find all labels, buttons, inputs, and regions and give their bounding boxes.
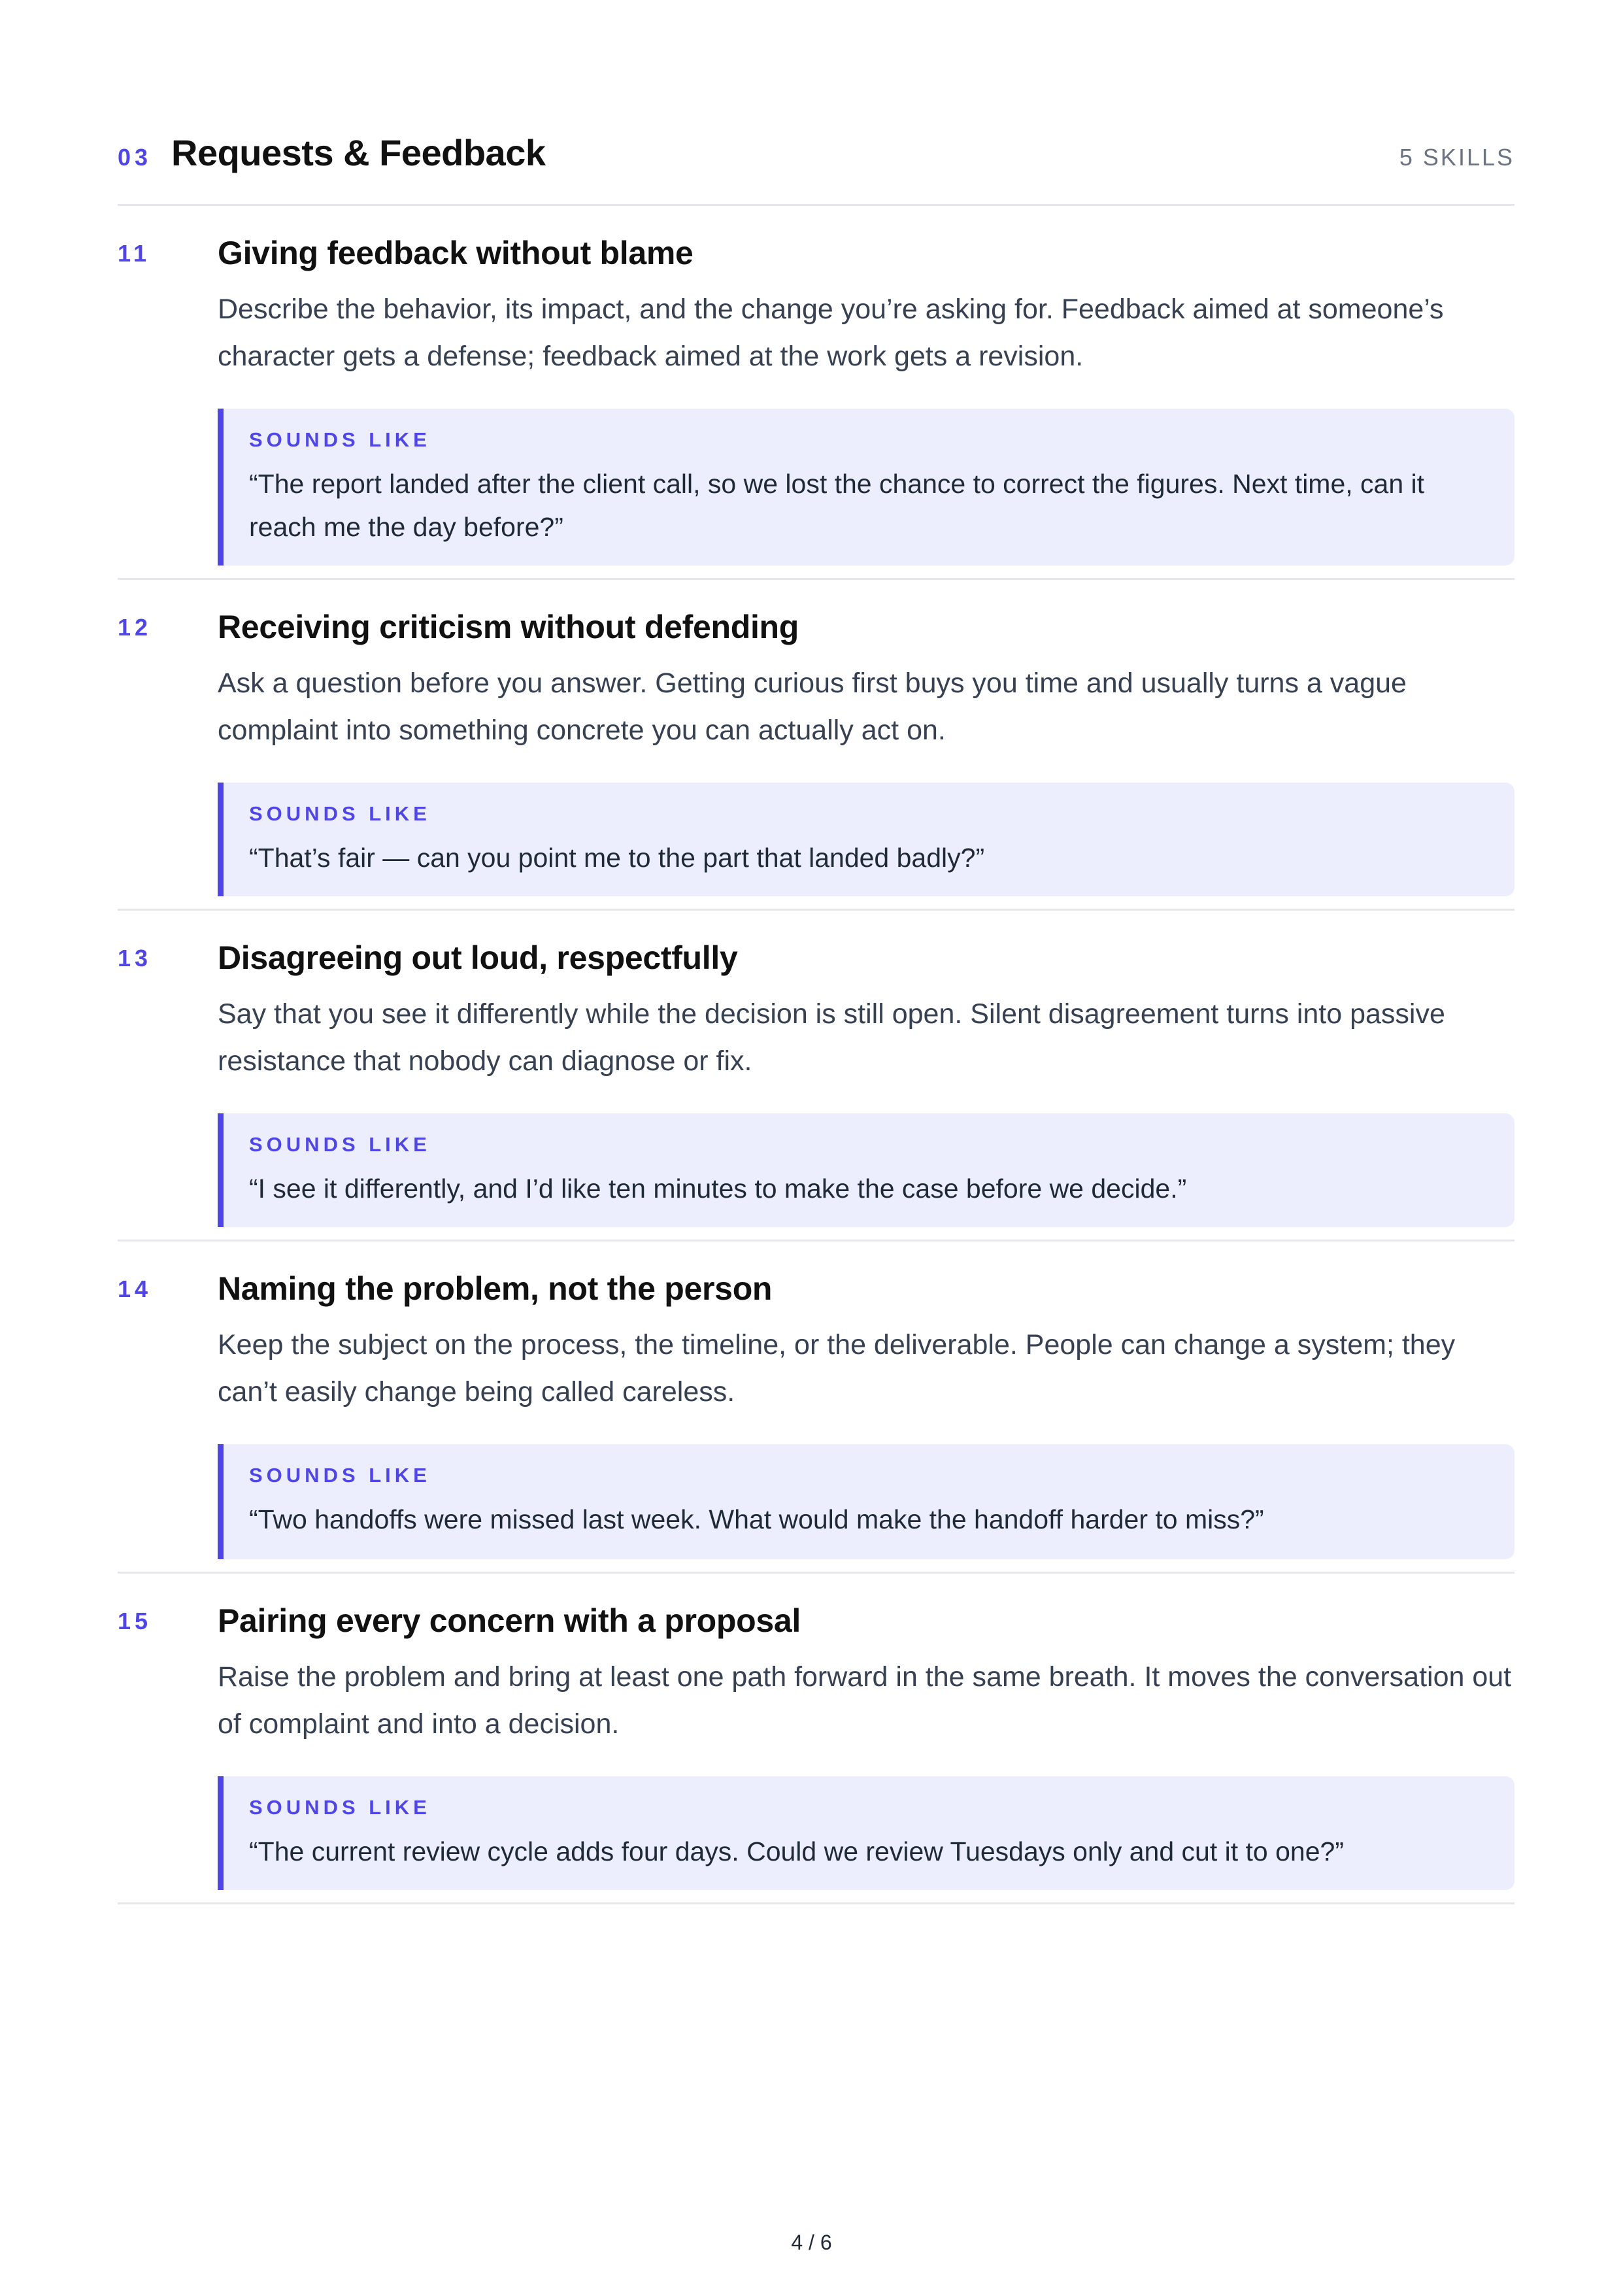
sounds-like-quote: “Two handoffs were missed last week. What would make the handoff harder to miss?” (249, 1504, 1264, 1534)
skill-body (218, 233, 1514, 542)
sounds-like-callout (218, 783, 1514, 896)
sounds-like-label: SOUNDS LIKE (249, 1464, 431, 1487)
skill-title: Receiving criticism without defending (218, 609, 799, 645)
sounds-like-label: SOUNDS LIKE (249, 802, 431, 825)
sounds-like-label: SOUNDS LIKE (249, 1133, 431, 1156)
page-number: 4 / 6 (791, 2231, 832, 2254)
skill-number: 14 (118, 1275, 152, 1302)
skill-body (218, 1601, 1514, 1866)
skill-body (218, 938, 1514, 1204)
skill-number: 13 (118, 945, 152, 971)
section-header (118, 127, 1514, 206)
skill-item (118, 1574, 1514, 1904)
sounds-like-quote: “The report landed after the client call, so we lost the chance to correct the figures. Next time, can it reach me the day before?” (249, 469, 1425, 542)
page-content (118, 127, 1514, 1904)
sounds-like-quote: “The current review cycle adds four days. Could we review Tuesdays only and cut it to one?” (249, 1836, 1344, 1866)
skill-title: Giving feedback without blame (218, 235, 694, 271)
skill-count: 5 SKILLS (1399, 144, 1514, 171)
skill-item (118, 1241, 1514, 1574)
section-number: 03 (118, 144, 152, 171)
skill-title: Naming the problem, not the person (218, 1270, 773, 1307)
sounds-like-callout (218, 1444, 1514, 1559)
skill-number: 15 (118, 1608, 152, 1634)
sounds-like-quote: “That’s fair — can you point me to the part that landed badly?” (249, 843, 985, 873)
sounds-like-callout (218, 409, 1514, 566)
skill-number: 11 (118, 240, 151, 267)
sounds-like-label: SOUNDS LIKE (249, 1796, 431, 1819)
sounds-like-callout (218, 1113, 1514, 1227)
skill-description: Keep the subject on the process, the timeline, or the deliverable. People can change a system; they can’t easily change being called careless. (218, 1329, 1456, 1408)
skill-item (118, 206, 1514, 580)
sounds-like-callout (218, 1776, 1514, 1890)
skill-title: Disagreeing out loud, respectfully (218, 939, 738, 976)
sounds-like-label: SOUNDS LIKE (249, 428, 431, 451)
skill-description: Ask a question before you answer. Getting curious first buys you time and usually turns a vague complaint into something concrete you can actually act on. (218, 667, 1407, 746)
section-title: Requests & Feedback (171, 132, 546, 173)
skill-item (118, 911, 1514, 1241)
skill-description: Say that you see it differently while the decision is still open. Silent disagreement turns into passive resistance that nobody can diagnose or fix. (218, 998, 1445, 1077)
skill-description: Raise the problem and bring at least one path forward in the same breath. It moves the conversation out of complaint and into a decision. (218, 1661, 1512, 1740)
skill-item (118, 580, 1514, 911)
skill-body (218, 1269, 1514, 1534)
skill-description: Describe the behavior, its impact, and the change you’re asking for. Feedback aimed at someone’s character gets a defense; feedback aimed at the work gets a revision. (218, 294, 1444, 372)
skill-body (218, 607, 1514, 873)
skill-title: Pairing every concern with a proposal (218, 1602, 801, 1639)
sounds-like-quote: “I see it differently, and I’d like ten minutes to make the case before we decide.” (249, 1173, 1187, 1204)
skill-number: 12 (118, 614, 152, 641)
